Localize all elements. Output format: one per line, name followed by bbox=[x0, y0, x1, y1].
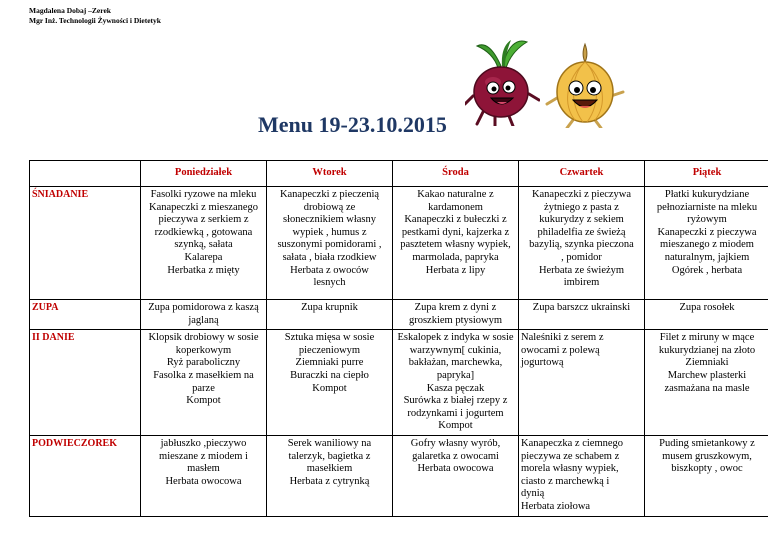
menu-cell: jabłuszko ,pieczywo mieszane z miodem i masłem Herbata owocowa bbox=[141, 435, 267, 516]
day-header-wednesday: Środa bbox=[393, 161, 519, 187]
menu-header-row bbox=[30, 161, 768, 187]
menu-cell: Zupa barszcz ukrainski bbox=[519, 300, 645, 330]
day-header-thursday: Czwartek bbox=[519, 161, 645, 187]
menu-cell: Zupa krem z dyni z groszkiem ptysiowym bbox=[393, 300, 519, 330]
author-header bbox=[29, 6, 161, 26]
day-header-friday: Piątek bbox=[645, 161, 768, 187]
day-header-tuesday: Wtorek bbox=[267, 161, 393, 187]
author-name: Magdalena Dobaj –Zerek bbox=[29, 6, 111, 15]
menu-cell: Fasolki ryzowe na mleku Kanapeczki z mieszanego pieczywa z serkiem z rzodkiewką , gotowana szynką, sałata Kalarepa Herbatka z mięty bbox=[141, 187, 267, 300]
menu-cell: Płatki kukurydziane pełnoziarniste na mleku ryżowym Kanapeczki z pieczywa mieszanego z miodem naturalnym, jajkiem Ogórek , herbata bbox=[645, 187, 768, 300]
meal-label: PODWIECZOREK bbox=[30, 435, 141, 516]
menu-cell: Kanapeczki z pieczywa żytniego z pasta z kukurydzy z sekiem philadelfia ze świeżą bazylią, szynka pieczona , pomidor Herbata ze świeżym imbirem bbox=[519, 187, 645, 300]
menu-cell: Gofry własny wyrób, galaretka z owocami Herbata owocowa bbox=[393, 435, 519, 516]
meal-label: II DANIE bbox=[30, 330, 141, 436]
beetroot-illustration bbox=[465, 38, 540, 126]
menu-cell: Kanapeczki z pieczenią drobiową ze słonecznikiem własny wypiek , humus z suszonymi pomidorami , sałata , biała rzodkiew Herbata z owoców lesnych bbox=[267, 187, 393, 300]
meal-row-main-course bbox=[30, 330, 768, 436]
meal-row-soup bbox=[30, 300, 768, 330]
menu-cell: Kanapeczka z ciemnego pieczywa ze schabem z morela własny wypiek, ciasto z marchewką i dynią Herbata ziołowa bbox=[519, 435, 645, 516]
author-role: Mgr Inż. Technologii Żywności i Dietetyk bbox=[29, 16, 161, 25]
corner-cell bbox=[30, 161, 141, 187]
menu-cell: Klopsik drobiowy w sosie koperkowym Ryż paraboliczny Fasolka z masełkiem na parze Kompot bbox=[141, 330, 267, 436]
meal-label: ZUPA bbox=[30, 300, 141, 330]
day-header-monday: Poniedziałek bbox=[141, 161, 267, 187]
meal-row-afternoon-snack bbox=[30, 435, 768, 516]
page-title: Menu 19-23.10.2015 bbox=[258, 112, 447, 137]
menu-table bbox=[29, 160, 768, 517]
menu-cell: Naleśniki z serem z owocami z polewą jogurtową bbox=[519, 330, 645, 436]
menu-cell: Zupa rosołek bbox=[645, 300, 768, 330]
menu-cell: Sztuka mięsa w sosie pieczeniowym Ziemniaki purre Buraczki na ciepło Kompot bbox=[267, 330, 393, 436]
menu-cell: Kakao naturalne z kardamonem Kanapeczki z bułeczki z pestkami dyni, kajzerka z pasztetem własny wypiek, marmolada, papryka Herbata z lipy bbox=[393, 187, 519, 300]
menu-cell: Zupa pomidorowa z kaszą jaglaną bbox=[141, 300, 267, 330]
meal-row-breakfast bbox=[30, 187, 768, 300]
menu-cell: Serek waniliowy na talerzyk, bagietka z masełkiem Herbata z cytrynką bbox=[267, 435, 393, 516]
menu-cell: Puding smietankowy z musem gruszkowym, biszkopty , owoc bbox=[645, 435, 768, 516]
menu-cell: Zupa krupnik bbox=[267, 300, 393, 330]
menu-cell: Eskalopek z indyka w sosie warzywnym[ cukinia, bakłażan, marchewka, papryka] Kasza pęczak Surówka z białej rzepy z rodzynkami i jogurtem Kompot bbox=[393, 330, 519, 436]
meal-label: ŚNIADANIE bbox=[30, 187, 141, 300]
onion-illustration bbox=[545, 40, 625, 128]
menu-cell: Filet z miruny w mące kukurydzianej na złoto Ziemniaki Marchew plasterki zasmażana na masle bbox=[645, 330, 768, 436]
